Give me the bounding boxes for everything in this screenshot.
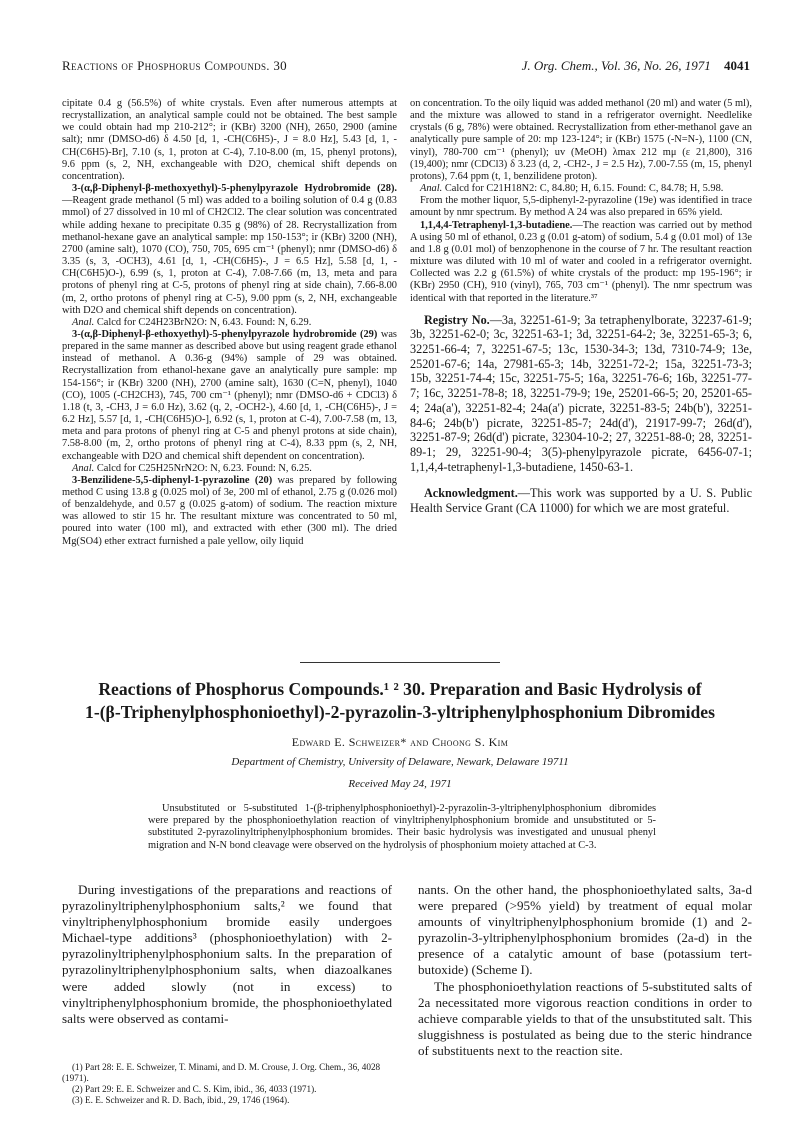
article-title-line-1: Reactions of Phosphorus Compounds.¹ ² 30. Preparation and Basic Hydrolysis of (98, 679, 702, 699)
registry-numbers (410, 313, 752, 475)
analysis-paragraph (62, 463, 397, 475)
compound-heading: 1,1,4,4-Tetraphenyl-1,3-butadiene. (420, 219, 573, 231)
analysis-label: Anal. (72, 316, 95, 328)
analysis-text: Calcd for C24H23BrN2O: N, 6.43. Found: N, 6.29. (96, 316, 312, 328)
experimental-paragraph: cipitate 0.4 g (56.5%) of white crystals. Even after numerous attempts at recrystallization, an analytical sample could not be obtained. The best sample we could obtain had mp 210-212°; ir (KBr) 3200 (NH), 2650, 2900 (amine salt); nmr (DMSO-d6) δ 4.50 [d, 1, -CH(C6H5)-, J = 8.0 Hz], 5.43 [d, 1, -CH(C6H5)-Br], 7.10 (s, 1, proton at C-4), 7.10-8.00 (m, 15, phenyl protons), 9.6 ppm (s, 2, NH, exchangeable with D2O, chemical shift depends on concentration). (62, 98, 397, 182)
acknowledgment-text: —This work was supported by a U. S. Public Health Service Grant (CA 11000) for which we are most grateful. (410, 486, 752, 516)
body-paragraph: During investigations of the preparations and reactions of pyrazolinyltriphenylphosphonium salts,² we found that vinyltriphenylphosphonium bromide easily undergoes Michael-type additions³ (phosphonioethylation) with 2-pyrazolinyltriphenylphosphonium salts. In the preparation of pyrazolinyltriphenylphosphonium salts, when diazoalkanes were added slowly (not in excess) to vinyltriphenylphosphonium bromide, the phosphonioethylated salts were observed as contami- (62, 882, 392, 1026)
analysis-label: Anal. (72, 462, 95, 474)
article-authors: Edward E. Schweizer* and Choong S. Kim (291, 735, 509, 749)
experimental-right-column (410, 98, 752, 516)
received-date: Received May 24, 1971 (348, 778, 452, 790)
article-affiliation: Department of Chemistry, University of Delaware, Newark, Delaware 19711 (231, 756, 569, 768)
article-divider (300, 662, 500, 663)
procedure-text: —The reaction was carried out by method A using 50 ml of ethanol, 0.23 g (0.01 g-atom) of sodium, 5.4 g (0.01 mol) of 13e and 1.8 g (0.01 mol) of benzophenone in the course of 7 hr. The resultant reaction mixture was diluted with 10 ml of water and cooled in a refrigerator overnight. Collected was 2.2 g (61.5%) of white crystals of the product: mp 195-196°; ir (KBr) 2950 (CH), 910 (vinyl), 765, 703 cm⁻¹ (phenyl). The nmr spectrum was identical with that reported in the literature.³⁷ (410, 219, 752, 304)
procedure-text: was prepared in the same manner as described above but using reagent grade ethanol instead of methanol. A 0.36-g (94%) sample of 29 was obtained. Recrystallization from ethanol-hexane gave an analytically pure sample: mp 154-156°; ir (KBr) 3200 (NH), 2700 (amine salt), 1630 (C=N, phenyl), 1040 (CO), 1005 (-CH2CH3), 745, 700 cm⁻¹ (phenyl); nmr (DMSO-d6 + CDCl3) δ 1.18 (t, 3, -CH3, J = 6.0 Hz), 3.62 (q, 2, -OCH2-), 4.60 [d, 1, -CH(C6H5)-, J = 6.2 Hz], 5.57 [d, 1, -CH(C6H5)O-], 6.92 (s, 1, proton at C-4), 7.00-7.58 (m, 13, meta and para protons of phenyl ring at C-5 and phenyl protons at side chain), 7.58-8.00 (m, 2, ortho protons of phenyl ring at C-4), 8.33 ppm (s, 2, NH, exchangeable with D2O and chemical shift dependent on concentration). (62, 328, 397, 462)
analysis-paragraph (410, 183, 752, 195)
experimental-left-column (62, 98, 397, 548)
body-paragraph: The phosphonioethylation reactions of 5-substituted salts of 2a necessitated more vigorous reaction conditions in order to achieve comparable yields to that of the unsubstituted salt. This sluggishness is postulated as being due to the steric hindrance of substituents next to the reaction site. (418, 978, 752, 1058)
body-left-column (62, 882, 392, 1027)
running-header-citation (522, 58, 750, 74)
analysis-label: Anal. (420, 183, 443, 195)
experimental-paragraph: From the mother liquor, 5,5-diphenyl-2-pyrazoline (19e) was identified in trace amount by nmr spectrum. By method A 24 was also prepared in 65% yield. (410, 195, 752, 219)
compound-heading: 3-Benzilidene-5,5-diphenyl-1-pyrazoline (20) (72, 474, 273, 486)
running-header (62, 58, 750, 80)
procedure-text: —Reagent grade methanol (5 ml) was added to a boiling solution of 0.4 g (0.83 mmol) of 27 dissolved in 10 ml of CH2Cl2. The clear solution was concentrated while adding hexane to precipitate 0.35 g (98%) of 28. Recrystallization from methanol-hexane gave an analytical sample: mp 150-153°; ir (KBr) 3200 (NH), 2700 (amine salt), 1070 (CO), 750, 705, 695 cm⁻¹ (phenyl); nmr (DMSO-d6) δ 3.35 (s, 3, -OCH3), 4.61 [d, 1, -CH(C6H5)-, J = 6.5 Hz], 5.58 [d, 1, -CH(C6H5)O-), 6.99 (s, 1, proton at C-4), 7.08-7.66 (m, 13, meta and para protons of phenyl ring at C-5, protons of phenyl ring at side chain), 7.66-8.00 (m, 2, ortho protons of phenyl ring at C-5), 9.00 ppm (s, 2, NH, exchangeable with D2O and chemical shift depends on concentration). (62, 195, 397, 316)
body-right-column (418, 882, 752, 1059)
body-paragraph: nants. On the other hand, the phosphonioethylated salts, 3a-d were prepared (>95% yield) by treatment of equal molar amounts of vinyltriphenylphosphonium bromide (1) and 2-pyrazolin-3-yltriphenylphosphonium bromides (2a-d) in the presence of a catalytic amount of base (potassium tert-butoxide) (Scheme I). (418, 882, 752, 978)
footnotes (62, 1062, 392, 1106)
acknowledgment-label: Acknowledgment. (424, 486, 518, 501)
compound-heading: 3-(α,β-Diphenyl-β-methoxyethyl)-5-phenylpyrazole Hydrobromide (28). (72, 183, 397, 195)
journal-citation: J. Org. Chem., Vol. 36, No. 26, 1971 (521, 58, 711, 73)
page-number: 4041 (724, 58, 750, 73)
registry-text: —3a, 32251-61-9; 3a tetraphenylborate, 32237-61-9; 3b, 32251-62-0; 3c, 32251-63-1; 3d, 32251-64-2; 3e, 32251-65-3; 6, 32251-66-4; 7, 32251-67-5; 13c, 1530-34-3; 13d, 7310-74-9; 13e, 25201-67-6; 14a, 27981-65-3; 14b, 32251-72-2; 15a, 32251-73-3; 15b, 32251-74-4; 15c, 32251-75-5; 16a, 32251-76-6; 16b, 32251-77-7; 16c, 32251-78-8; 18, 32251-79-9; 19e, 25201-66-5; 20, 25201-65-4; 24a(a'), 32251-82-4; 24a(a') picrate, 32251-83-5; 24b(b'), 32251-84-6; 24b(b') picrate, 32251-85-7; 24d(d'), 21917-99-7; 26d(d'), 32251-87-9; 26d(d') picrate, 32304-10-2; 27, 32251-88-0; 28, 32251-89-1; 29, 32251-90-4; 3(5)-phenylpyrazole picrate, 6456-07-1; 1,1,4,4-tetraphenyl-1,3-butadiene, 1450-63-1. (410, 312, 752, 474)
experimental-paragraph (62, 329, 397, 463)
analysis-text: Calcd for C25H25NrN2O: N, 6.23. Found: N, 6.25. (96, 462, 312, 474)
experimental-paragraph (62, 183, 397, 317)
acknowledgment (410, 486, 752, 515)
compound-heading: 3-(α,β-Diphenyl-β-ethoxyethyl)-5-phenylpyrazole hydrobromide (29) (72, 328, 378, 340)
experimental-paragraph: on concentration. To the oily liquid was added methanol (20 ml) and water (5 ml), and the mixture was allowed to stand in a refrigerator overnight. Needlelike crystals (6 g, 78%) were obtained. Recrystallization from ether-methanol gave an analytically pure sample of 20: mp 123-124°; ir (KBr) 1575 (-N=N-), 1100 (CN, vinyl), 780-700 cm⁻¹ (phenyl); uv (MeOH) λmax 212 mμ (ε 21,800), 316 (19,400); nmr (CDCl3) δ 3.23 (d, 2, -CH2-, J = 2.5 Hz), 7.00-7.55 (m, 15, phenyl protons), 7.64 ppm (t, 1, benzilidene proton). (410, 98, 752, 182)
article-abstract: Unsubstituted or 5-substituted 1-(β-triphenylphosphonioethyl)-2-pyrazolin-3-yltriphenylphosphonium dibromides were prepared by the phosphonioethylation reaction of vinyltriphenylphosphonium bromide and unsubstituted or 5-substituted 2-pyrazolinyltriphenylphosphonium bromides. Their basic hydrolysis was investigated and unusual phenyl migration and N-N bond cleavage were observed on the hydrolysis of phosphonium moiety attached at C-3. (148, 803, 656, 851)
footnote: (1) Part 28: E. E. Schweizer, T. Minami, and D. M. Crouse, J. Org. Chem., 36, 4028 (1971). (62, 1062, 381, 1083)
experimental-paragraph (62, 475, 397, 548)
analysis-paragraph (62, 317, 397, 329)
footnote: (2) Part 29: E. E. Schweizer and C. S. Kim, ibid., 36, 4033 (1971). (72, 1084, 317, 1094)
experimental-paragraph (410, 220, 752, 305)
footnote: (3) E. E. Schweizer and R. D. Bach, ibid., 29, 1746 (1964). (72, 1095, 290, 1105)
running-header-title: Reactions of Phosphorus Compounds. 30 (62, 58, 287, 73)
registry-label: Registry No. (424, 312, 490, 327)
analysis-text: Calcd for C21H18N2: C, 84.80; H, 6.15. Found: C, 84.78; H, 5.98. (444, 183, 724, 195)
article-title-line-2: 1-(β-Triphenylphosphonioethyl)-2-pyrazolin-3-yltriphenylphosphonium Dibromides (85, 702, 715, 722)
article-title (40, 678, 760, 724)
procedure-text: was prepared by following method C using 13.8 g (0.025 mol) of 3e, 200 ml of ethanol, 2.75 g (0.026 mol) of benzaldehyde, and 0.57 g (0.025 g-atom) of sodium. The reaction mixture was allowed to stir 15 hr. The resultant mixture was concentrated to 50 ml, poured into water (100 ml), and extracted with ether (300 ml). The dried Mg(SO4) ether extract furnished a pale yellow, oily liquid (62, 474, 397, 547)
